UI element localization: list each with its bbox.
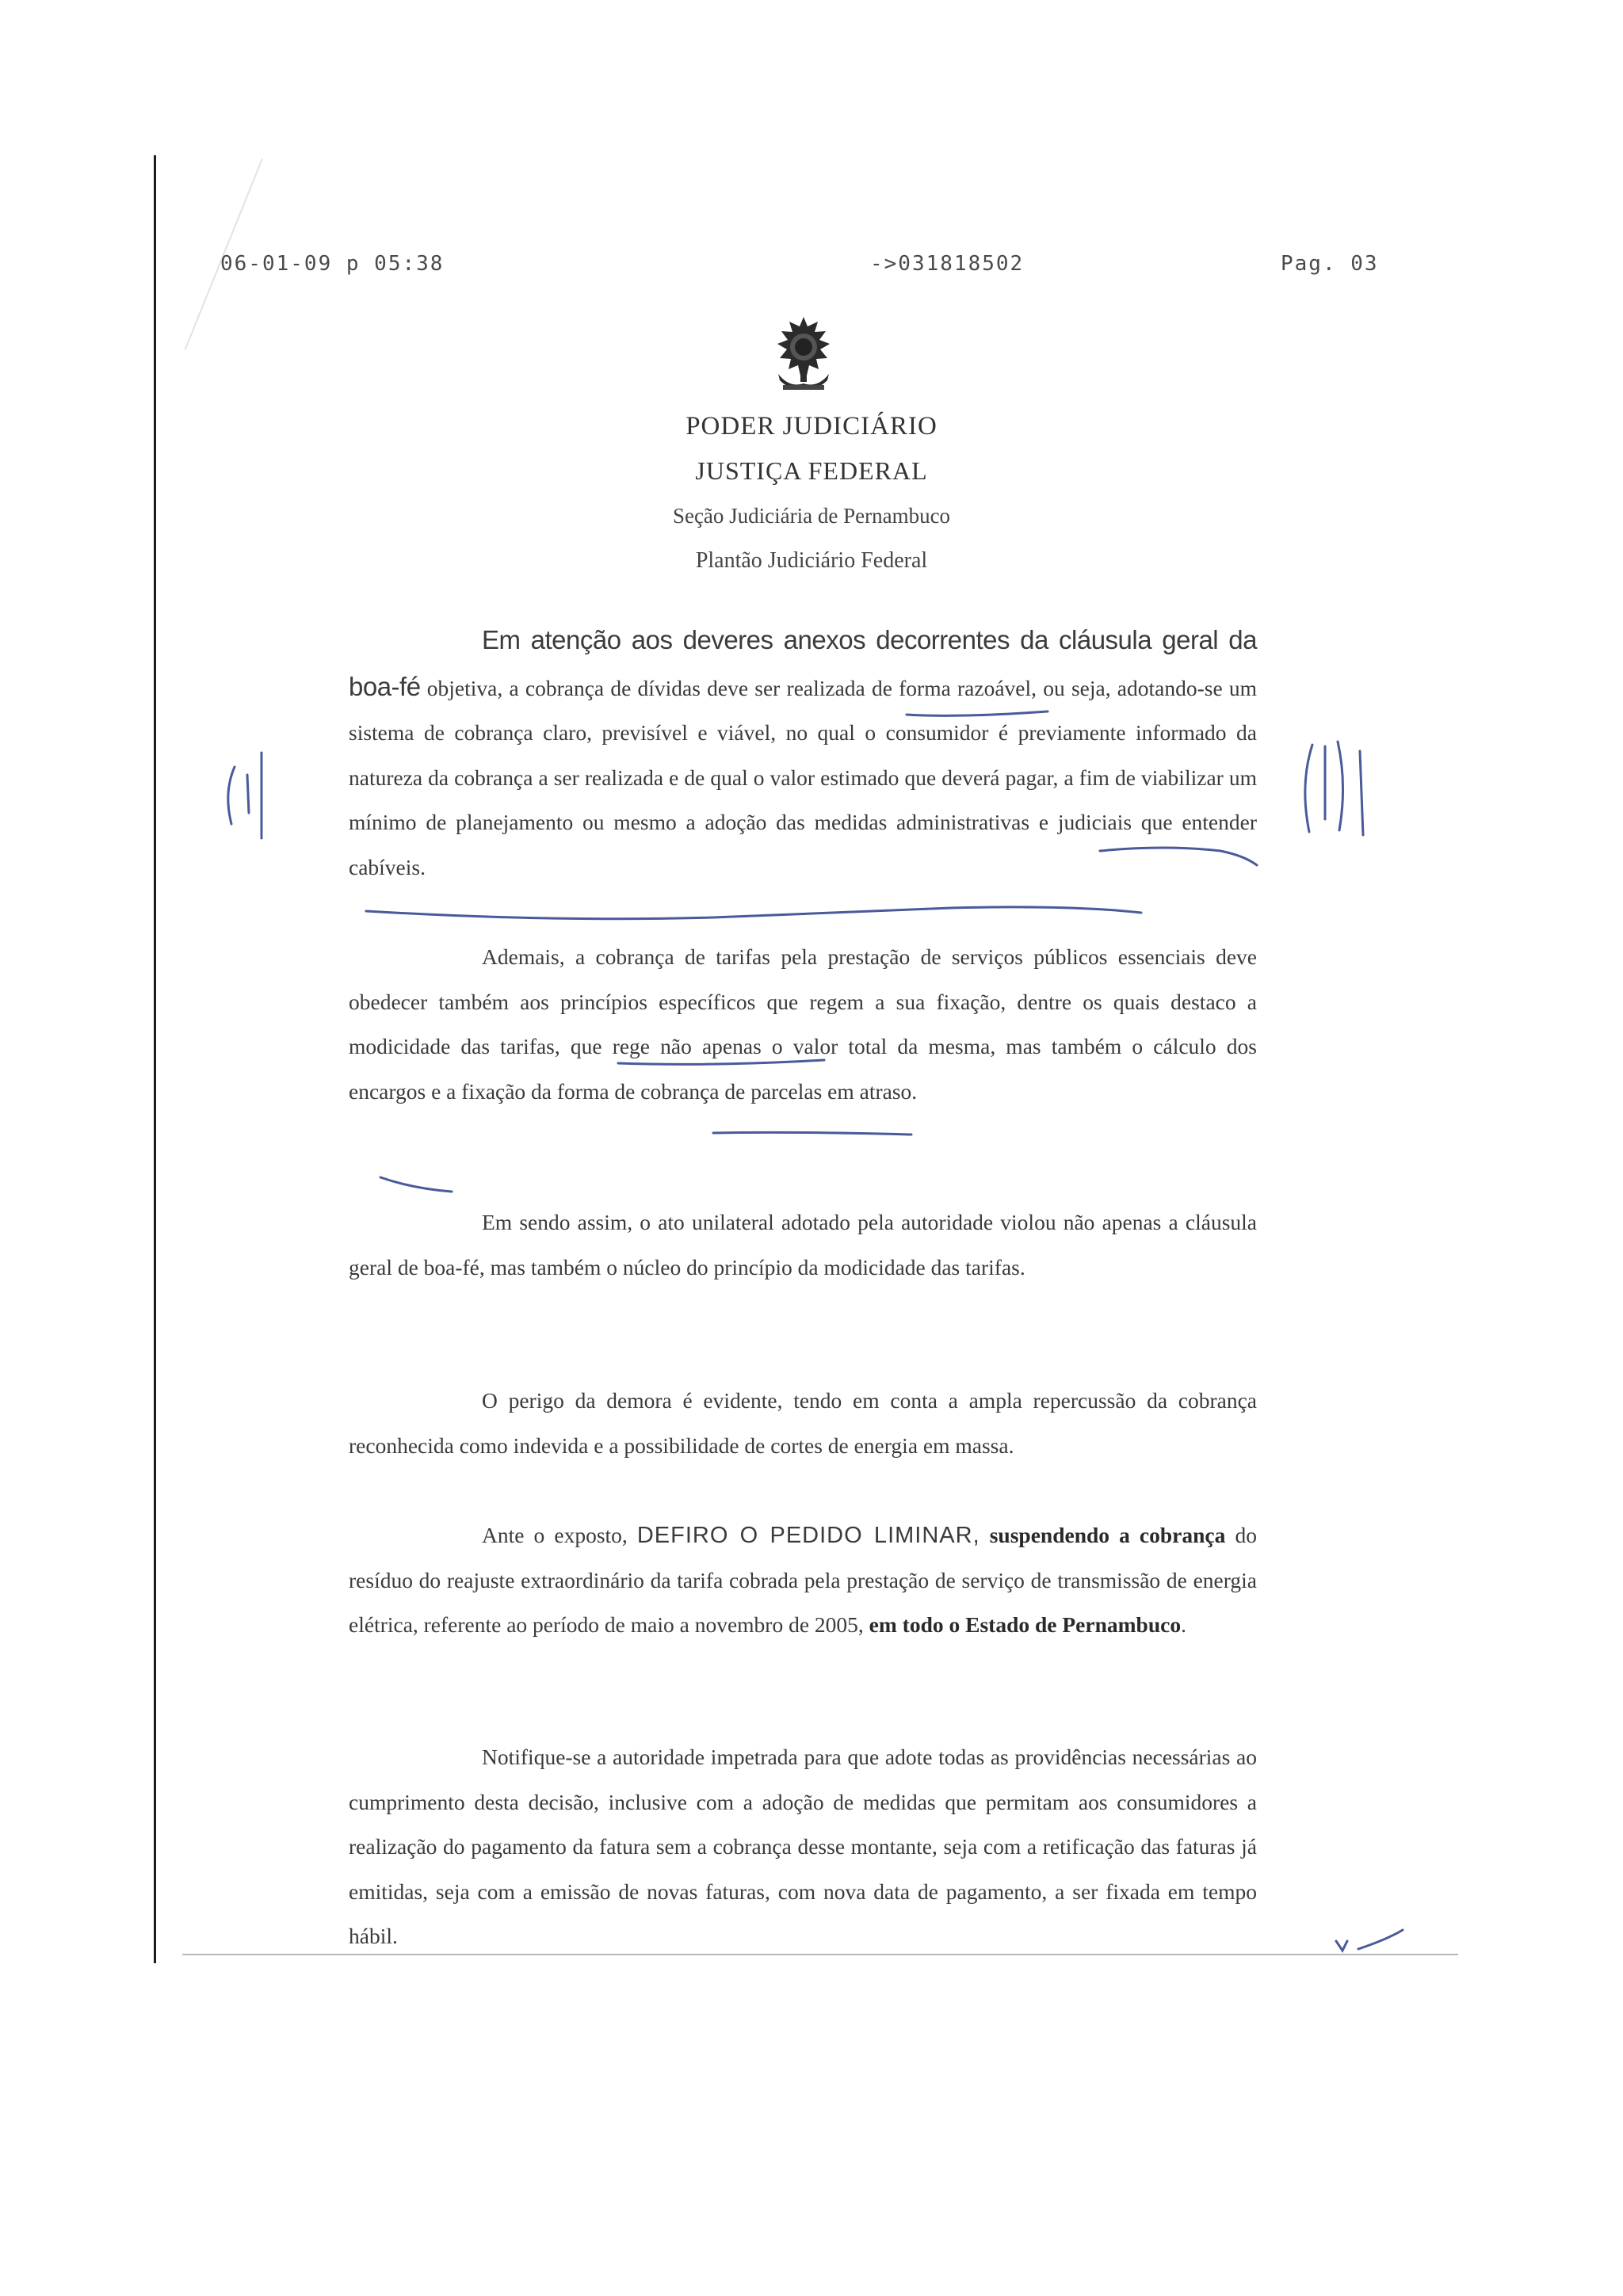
paragraph-notification: Notifique-se a autoridade impetrada para que adote todas as providências necessárias ao cumprimento desta decisão, inclusive com a adoção de medidas que permitam aos consumidores a realização do pagamento da fatura sem a cobrança desse montante, seja com a retificação das faturas já emitidas, seja com a emissão de novas faturas, com nova data de pagamento, a ser fixada em tempo hábil. — [349, 1745, 1257, 1948]
decision-intro: Ante o exposto, — [482, 1523, 637, 1547]
decision-detail: do resíduo do reajuste extraordinário da tarifa cobrada pela prestação de serviço de transmissão de energia elétrica, referente ao período de maio a novembro de 2005, — [349, 1523, 1257, 1637]
court-title: PODER JUDICIÁRIO — [685, 412, 938, 441]
decision-scope: em todo o Estado de Pernambuco — [869, 1612, 1182, 1637]
fax-header — [0, 252, 1623, 284]
decision-grant: DEFIRO O PEDIDO LIMINAR, — [636, 1523, 980, 1548]
decision-end: . — [1181, 1612, 1186, 1637]
duty-title: Plantão Judiciário Federal — [695, 548, 928, 573]
paragraph-danger: O perigo da demora é evidente, tendo em conta a ampla repercussão da cobrança reconhecida como indevida e a possibilidade de cortes de energia em massa. — [349, 1388, 1257, 1458]
paragraph-good-faith — [349, 618, 1257, 890]
right-margin-mark — [1305, 745, 1312, 832]
left-margin-mark — [228, 767, 235, 824]
paragraph-decision — [349, 1513, 1257, 1648]
section-title: Seção Judiciária de Pernambuco — [672, 504, 951, 528]
coat-of-arms-icon — [766, 315, 842, 395]
paragraph-violation: Em sendo assim, o ato unilateral adotado pela autoridade violou não apenas a cláusula geral de boa-fé, mas também o núcleo do princípio da modicidade das tarifas. — [349, 1210, 1257, 1280]
bottom-right-mark — [1336, 1941, 1347, 1951]
paragraph-tariff-principles: Ademais, a cobrança de tarifas pela prestação de serviços públicos essenciais deve obedecer também aos princípios específicos que regem a sua fixação, dentre os quais destaco a modicidade das tarifas, que rege não apenas o valor total da mesma, mas também o cálculo dos encargos e a fixação da forma de cobrança de parcelas em atraso. — [349, 944, 1257, 1104]
fax-date: 06-01-09 p 05:38 — [220, 252, 445, 276]
underline-paragraph-end — [366, 907, 1141, 919]
fax-page-number: Pag. 03 — [1281, 252, 1379, 276]
decision-suspend: suspendendo a cobrança — [980, 1523, 1226, 1547]
paragraph-lead: Em atenção aos deveres anexos decorrentes da cláusula geral da boa-fé — [349, 625, 1257, 701]
fax-number: ->031818502 — [870, 252, 1025, 276]
justice-title: JUSTIÇA FEDERAL — [695, 456, 928, 485]
paragraph-text: objetiva, a cobrança de dívidas deve ser realizada de forma razoável, ou seja, adotando-se um sistema de cobrança claro, previsível e viável, no qual o consumidor é previamente informado da natureza da cobrança a ser realizada e de qual o valor estimado que deverá pagar, a fim de viabilizar um mínimo de planejamento ou mesmo a adoção das medidas administrativas e judiciais que entender cabíveis. — [349, 675, 1258, 879]
